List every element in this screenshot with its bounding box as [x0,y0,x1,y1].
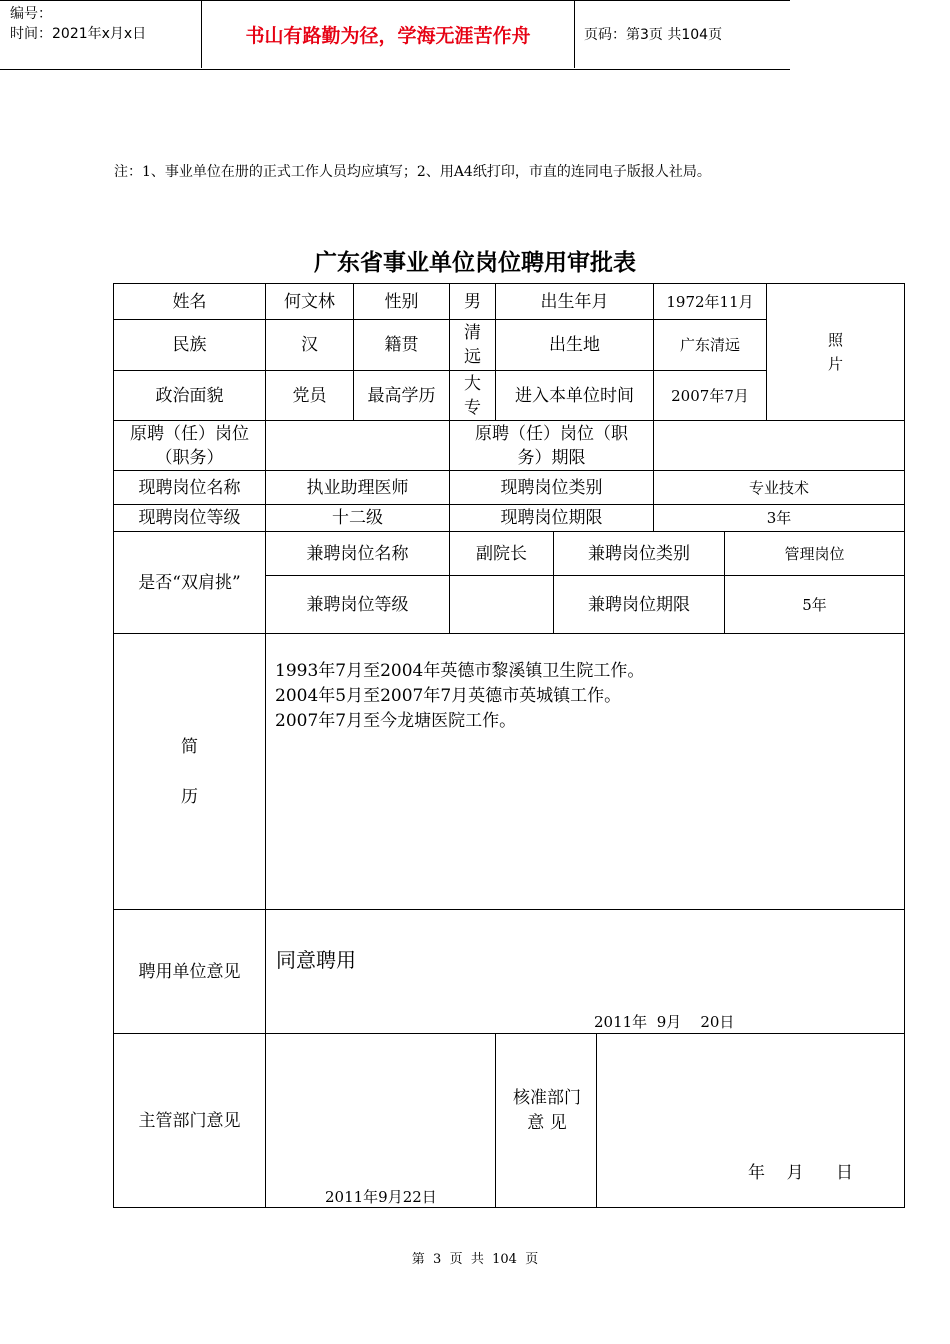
cur-cat-value: 专业技术 [653,470,905,505]
resume-label-1: 简 [181,736,198,757]
approve-date: 年 月 日 [748,1163,854,1183]
dept-date: 2011年9月22日 [325,1188,437,1206]
side-cat-label: 兼聘岗位类别 [553,531,725,576]
approve-label: 核准部门意 见 [513,1088,581,1133]
political-value: 党员 [265,370,354,421]
form-title: 广东省事业单位岗位聘用审批表 [314,250,636,276]
entry-label: 进入本单位时间 [495,370,654,421]
education-cell [449,370,496,421]
header-meta [10,4,146,72]
cur-term-label: 现聘岗位期限 [449,504,654,532]
name-value: 何文林 [265,283,354,320]
cur-post-value: 执业助理医师 [265,470,450,505]
cur-grade-value: 十二级 [265,504,450,532]
photo-label: 照片 [827,331,843,373]
ethnicity-value: 汉 [265,319,354,371]
cur-grade-label: 现聘岗位等级 [113,504,266,532]
header-band [0,0,790,70]
employer-opinion: 同意聘用 [276,948,356,972]
side-post-value: 副院长 [449,531,554,576]
orig-term-label-cell [449,420,654,471]
dept-label: 主管部门意见 [113,1033,266,1208]
orig-post-label: 原聘（任）岗位（职务） [130,423,249,468]
cur-cat-label: 现聘岗位类别 [449,470,654,505]
cur-term-value: 3年 [653,504,905,532]
time-label: 时间：2021年x月x日 [10,26,147,42]
orig-post-label-cell [113,420,266,471]
approve-label-cell [495,1033,597,1208]
resume-line: 2007年7月至今龙塘医院工作。 [275,711,517,731]
employer-opinion-cell [265,909,905,1034]
orig-post-value [265,420,450,471]
native-cell [449,319,496,371]
employer-label: 聘用单位意见 [113,909,266,1034]
resume-label-2: 历 [181,786,198,807]
page-footer: 第 3 页 共 104 页 [411,1252,539,1267]
cur-post-label: 现聘岗位名称 [113,470,266,505]
number-label: 编号： [10,6,52,22]
name-label: 姓名 [113,283,266,320]
resume-line: 1993年7月至2004年英德市黎溪镇卫生院工作。 [275,661,645,681]
native-value: 清远 [464,323,481,367]
orig-term-value [653,420,905,471]
side-term-label: 兼聘岗位期限 [553,575,725,634]
page-info: 页码：第3页 共104页 [584,27,723,43]
dept-opinion-cell [265,1033,496,1208]
political-label: 政治面貌 [113,370,266,421]
motto: 书山有路勤为径，学海无涯苦作舟 [245,24,531,47]
birth-label: 出生年月 [495,283,654,320]
employer-date: 2011年 9月 20日 [594,1013,735,1031]
resume-content [265,633,905,910]
side-grade-value [449,575,554,634]
native-label: 籍贯 [353,319,450,371]
header-divider [574,0,575,68]
entry-value: 2007年7月 [653,370,767,421]
ethnicity-label: 民族 [113,319,266,371]
education-value: 大专 [464,373,481,418]
approve-opinion-cell [596,1033,905,1208]
birth-value: 1972年11月 [653,283,767,320]
birthplace-value: 广东清远 [653,319,767,371]
approval-form [113,283,905,1208]
orig-term-label: 原聘（任）岗位（职务）期限 [475,423,628,468]
resume-label-cell [113,633,266,910]
side-grade-label: 兼聘岗位等级 [265,575,450,634]
photo-box [766,283,905,421]
resume-line: 2004年5月至2007年7月英德市英城镇工作。 [275,686,622,706]
note: 注：1、事业单位在册的正式工作人员均应填写；2、用A4纸打印，市直的连同电子版报人社局。 [114,164,711,180]
gender-value: 男 [449,283,496,320]
dual-label: 是否“双肩挑” [113,531,266,634]
birthplace-label: 出生地 [495,319,654,371]
gender-label: 性别 [353,283,450,320]
side-term-value: 5年 [724,575,905,634]
side-cat-value: 管理岗位 [724,531,905,576]
education-label: 最高学历 [353,370,450,421]
side-post-label: 兼聘岗位名称 [265,531,450,576]
